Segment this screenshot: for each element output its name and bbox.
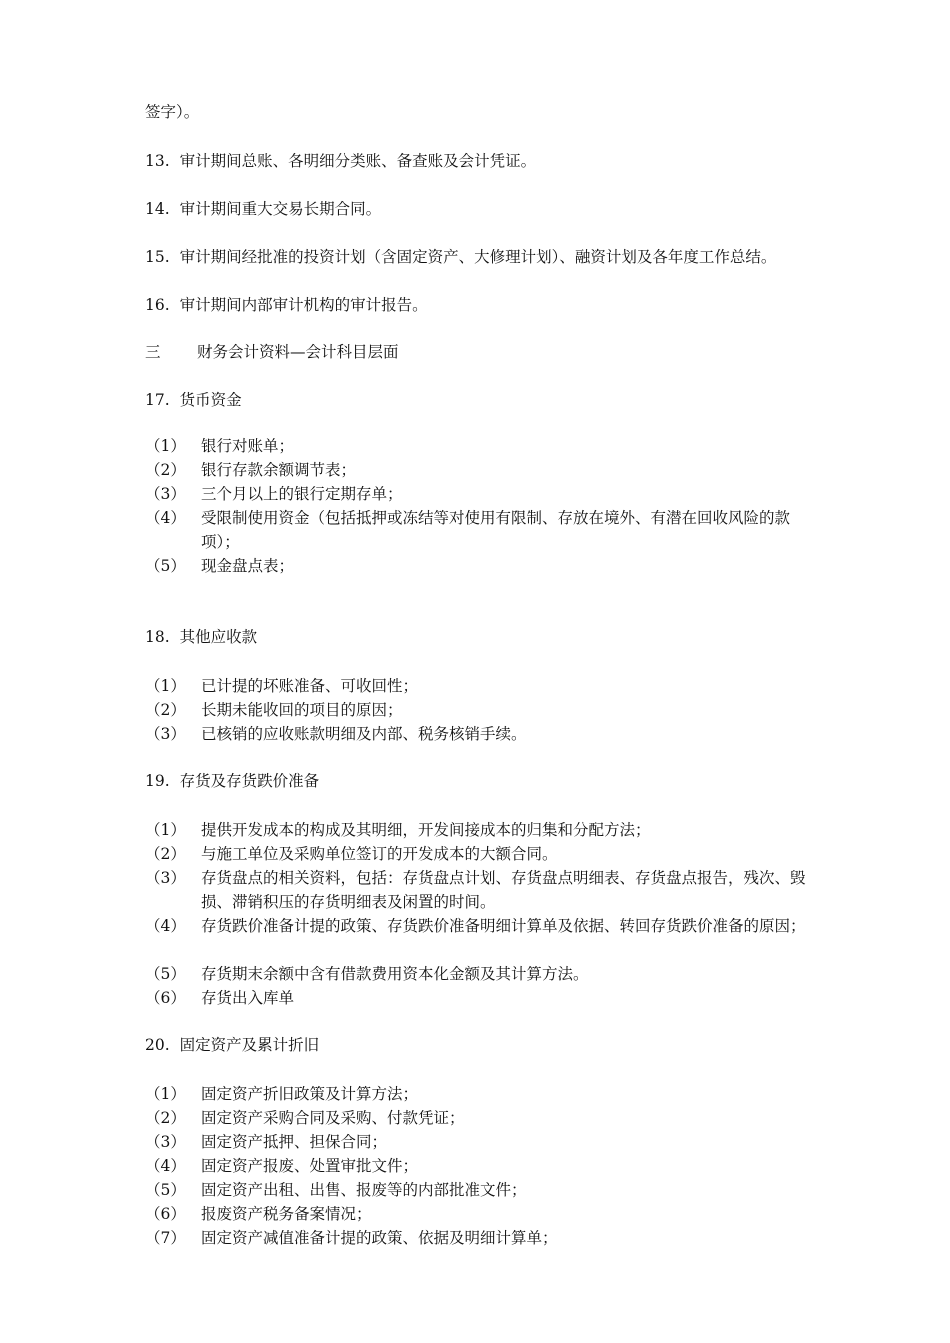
item-number: 13.	[145, 152, 170, 170]
sub-item-text: 固定资产减值准备计提的政策、依据及明细计算单；	[201, 1229, 558, 1247]
list-item-14	[145, 199, 381, 219]
sub-item-number: （2）	[145, 1109, 186, 1127]
sub-item-text: 存货盘点的相关资料，包括：存货盘点计划、存货盘点明细表、存货盘点报告，残次、毁损、滞销积压的存货明细表及闲置的时间。	[201, 869, 806, 911]
sub-item-text: 银行存款余额调节表；	[201, 461, 357, 479]
sub-item-number: （6）	[145, 989, 186, 1007]
list-item-13	[145, 151, 536, 171]
item-title: 存货及存货跌价准备	[179, 772, 320, 790]
sub-item-number: （2）	[145, 701, 186, 719]
sub-item-text: 固定资产折旧政策及计算方法；	[201, 1085, 419, 1103]
sub-item	[145, 962, 825, 986]
item-text: 审计期间经批准的投资计划（含固定资产、大修理计划）、融资计划及各年度工作总结。	[179, 248, 777, 266]
sub-item-text: 报废资产税务备案情况；	[201, 1205, 372, 1223]
sub-item-text: 银行对账单；	[201, 437, 295, 455]
section-number: 三	[145, 343, 161, 361]
sub-item	[145, 986, 825, 1010]
item-number: 18.	[145, 628, 170, 646]
sub-item	[145, 914, 825, 938]
sub-item	[145, 1178, 825, 1202]
sub-item-number: （3）	[145, 1133, 186, 1151]
sub-item-number: （1）	[145, 677, 186, 695]
sub-item-number: （7）	[145, 1229, 186, 1247]
item-text: 审计期间内部审计机构的审计报告。	[179, 296, 428, 314]
sub-item-number: （1）	[145, 821, 186, 839]
item-title: 其他应收款	[179, 628, 258, 646]
section-heading-3	[145, 342, 399, 362]
sub-item-text: 固定资产报废、处置审批文件；	[201, 1157, 419, 1175]
sub-item-number: （6）	[145, 1205, 186, 1223]
item-title: 固定资产及累计折旧	[179, 1036, 320, 1054]
sub-item	[145, 818, 825, 842]
sub-item-number: （5）	[145, 557, 186, 575]
sub-item	[145, 506, 825, 554]
sub-item-number: （3）	[145, 485, 186, 503]
sub-item-number: （4）	[145, 1157, 186, 1175]
sub-item-text: 固定资产采购合同及采购、付款凭证；	[201, 1109, 465, 1127]
sub-item	[145, 1226, 825, 1250]
sub-item-number: （3）	[145, 725, 186, 743]
item-number: 16.	[145, 296, 170, 314]
item-number: 15.	[145, 248, 170, 266]
item-number: 20.	[145, 1036, 170, 1054]
sub-item-text: 与施工单位及采购单位签订的开发成本的大额合同。	[201, 845, 558, 863]
sub-item-number: （1）	[145, 437, 186, 455]
sub-item	[145, 866, 825, 914]
sub-item	[145, 1130, 825, 1154]
list-item-20	[145, 1035, 319, 1055]
item-title: 货币资金	[179, 391, 242, 409]
sub-item-text: 三个月以上的银行定期存单；	[201, 485, 403, 503]
sub-item	[145, 434, 825, 458]
sub-item-number: （2）	[145, 845, 186, 863]
sub-item-text: 已计提的坏账准备、可收回性；	[201, 677, 419, 695]
sub-item	[145, 482, 825, 506]
sub-item	[145, 842, 825, 866]
sub-item	[145, 698, 825, 722]
sub-item-text: 现金盘点表；	[201, 557, 295, 575]
sub-item	[145, 1154, 825, 1178]
sub-item-number: （5）	[145, 1181, 186, 1199]
sub-item-text: 固定资产抵押、担保合同；	[201, 1133, 388, 1151]
sub-item-text: 提供开发成本的构成及其明细，开发间接成本的归集和分配方法；	[201, 821, 651, 839]
list-item-18	[145, 627, 257, 647]
list-item-16	[145, 295, 428, 315]
item-number: 14.	[145, 200, 170, 218]
sub-item-text: 长期未能收回的项目的原因；	[201, 701, 403, 719]
sub-item	[145, 722, 825, 746]
item-number: 17.	[145, 391, 170, 409]
sub-item	[145, 458, 825, 482]
sub-item-text: 存货跌价准备计提的政策、存货跌价准备明细计算单及依据、转回存货跌价准备的原因；	[201, 917, 806, 935]
list-item-17	[145, 390, 242, 410]
sub-item	[145, 554, 825, 578]
sub-item-number: （4）	[145, 917, 186, 935]
sub-item-number: （3）	[145, 869, 186, 887]
sub-item-number: （2）	[145, 461, 186, 479]
item-number: 19.	[145, 772, 170, 790]
sub-item	[145, 1106, 825, 1130]
sub-item	[145, 674, 825, 698]
list-item-19	[145, 771, 319, 791]
sub-item-text: 存货出入库单	[201, 989, 295, 1007]
sub-item-number: （4）	[145, 509, 186, 527]
sub-item-number: （1）	[145, 1085, 186, 1103]
item-text: 审计期间重大交易长期合同。	[179, 200, 382, 218]
paragraph-continuation: 签字）。	[145, 103, 200, 121]
sub-item-text: 存货期末余额中含有借款费用资本化金额及其计算方法。	[201, 965, 589, 983]
sub-item	[145, 1082, 825, 1106]
sub-item	[145, 1202, 825, 1226]
sub-item-text: 已核销的应收账款明细及内部、税务核销手续。	[201, 725, 527, 743]
item-text: 审计期间总账、各明细分类账、备查账及会计凭证。	[179, 152, 537, 170]
sub-item-number: （5）	[145, 965, 186, 983]
sub-item-text: 受限制使用资金（包括抵押或冻结等对使用有限制、存放在境外、有潜在回收风险的款项）；	[201, 509, 791, 551]
list-item-15	[145, 247, 776, 267]
section-title: 财务会计资料—会计科目层面	[197, 343, 399, 361]
sub-item-text: 固定资产出租、出售、报废等的内部批准文件；	[201, 1181, 527, 1199]
